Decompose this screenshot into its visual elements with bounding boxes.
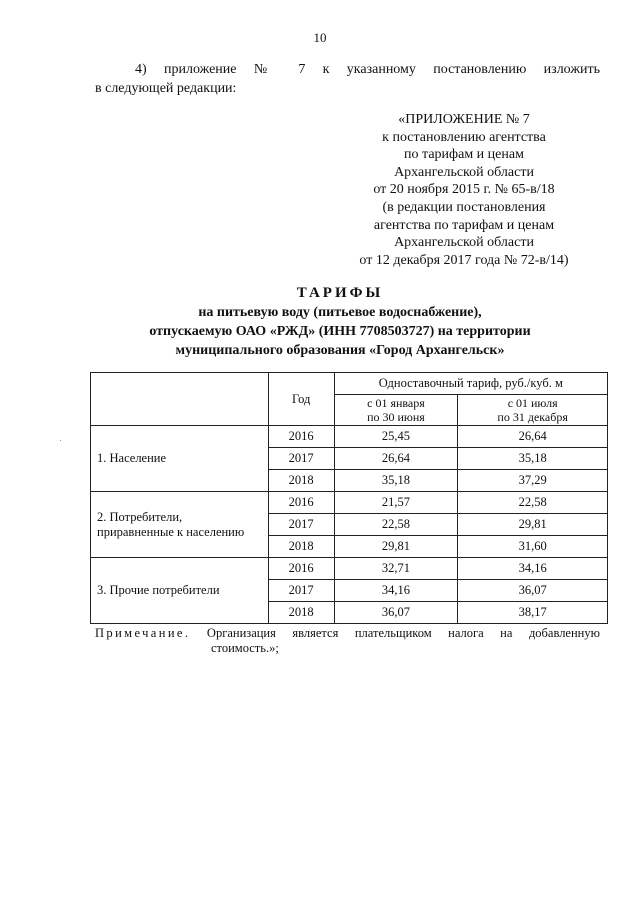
intro-paragraph-line1: 4) приложение № 7 к указанному постановлению изложить [135, 62, 600, 77]
tariff-h2-cell: 37,29 [458, 470, 608, 492]
table-header-row [91, 373, 608, 395]
header-period-2: с 01 июля по 31 декабря [458, 395, 608, 426]
year-cell: 2016 [268, 492, 334, 514]
category-cell: 2. Потребители, приравненные к населению [91, 492, 269, 558]
category-cell: 1. Население [91, 426, 269, 492]
year-cell: 2017 [268, 580, 334, 602]
header-tariff-cell: Одноставочный тариф, руб./куб. м [334, 373, 607, 395]
tariff-h2-cell: 38,17 [458, 602, 608, 624]
tariff-h2-cell: 26,64 [458, 426, 608, 448]
table-row [91, 492, 608, 514]
tariff-h2-cell: 36,07 [458, 580, 608, 602]
year-cell: 2017 [268, 448, 334, 470]
appendix-line: от 20 ноября 2015 г. № 65-в/18 [373, 182, 555, 198]
year-cell: 2018 [268, 602, 334, 624]
note-word: на [500, 626, 513, 640]
year-cell: 2018 [268, 470, 334, 492]
title-line: муниципального образования «Город Архангельск» [175, 343, 505, 358]
page-number: 10 [313, 30, 327, 45]
tariff-h1-cell: 22,58 [334, 514, 458, 536]
appendix-line: Архангельской области [394, 164, 534, 180]
tariff-h1-cell: 35,18 [334, 470, 458, 492]
year-cell: 2017 [268, 514, 334, 536]
title-line: отпускаемую ОАО «РЖД» (ИНН 7708503727) на территории [149, 324, 531, 339]
note-word: плательщиком [354, 626, 432, 640]
note-label: Примечание. [95, 626, 191, 640]
note-line2: стоимость.»; [211, 641, 279, 655]
appendix-line: (в редакции постановления [382, 199, 546, 215]
note-word: налога [448, 626, 484, 640]
header-category-cell [91, 373, 269, 426]
tariff-h1-cell: 29,81 [334, 536, 458, 558]
intro-paragraph-line2: в следующей редакции: [95, 81, 237, 96]
table-note [95, 626, 600, 656]
table-row [91, 558, 608, 580]
header-year-cell: Год [268, 373, 334, 426]
note-word: добавленную [528, 626, 600, 640]
tariff-h2-cell: 35,18 [458, 448, 608, 470]
year-cell: 2016 [268, 426, 334, 448]
tariff-h1-cell: 25,45 [334, 426, 458, 448]
scan-mark [60, 440, 61, 441]
title-word: ТАРИФЫ [296, 285, 384, 301]
appendix-line: по тарифам и ценам [404, 147, 524, 163]
appendix-line: «ПРИЛОЖЕНИЕ № 7 [398, 112, 530, 127]
document-title [90, 284, 590, 360]
note-line1 [95, 626, 600, 641]
tariff-h1-cell: 34,16 [334, 580, 458, 602]
tariff-h1-cell: 36,07 [334, 602, 458, 624]
tariff-h2-cell: 29,81 [458, 514, 608, 536]
appendix-line: от 12 декабря 2017 года № 72-в/14) [359, 252, 569, 268]
tariff-h2-cell: 34,16 [458, 558, 608, 580]
header-period-1: с 01 января по 30 июня [334, 395, 458, 426]
category-cell: 3. Прочие потребители [91, 558, 269, 624]
table-row [91, 426, 608, 448]
year-cell: 2018 [268, 536, 334, 558]
tariff-h1-cell: 26,64 [334, 448, 458, 470]
year-cell: 2016 [268, 558, 334, 580]
note-word: является [292, 626, 339, 640]
tariff-h2-cell: 31,60 [458, 536, 608, 558]
appendix-header [320, 111, 608, 269]
appendix-line: к постановлению агентства [382, 129, 546, 145]
title-line: на питьевую воду (питьевое водоснабжение), [198, 305, 482, 320]
tariff-h2-cell: 22,58 [458, 492, 608, 514]
tariff-h1-cell: 21,57 [334, 492, 458, 514]
appendix-line: агентства по тарифам и ценам [373, 217, 555, 233]
appendix-line: Архангельской области [394, 235, 534, 251]
tariff-table [90, 372, 608, 624]
note-word: Организация [206, 626, 276, 640]
tariff-h1-cell: 32,71 [334, 558, 458, 580]
